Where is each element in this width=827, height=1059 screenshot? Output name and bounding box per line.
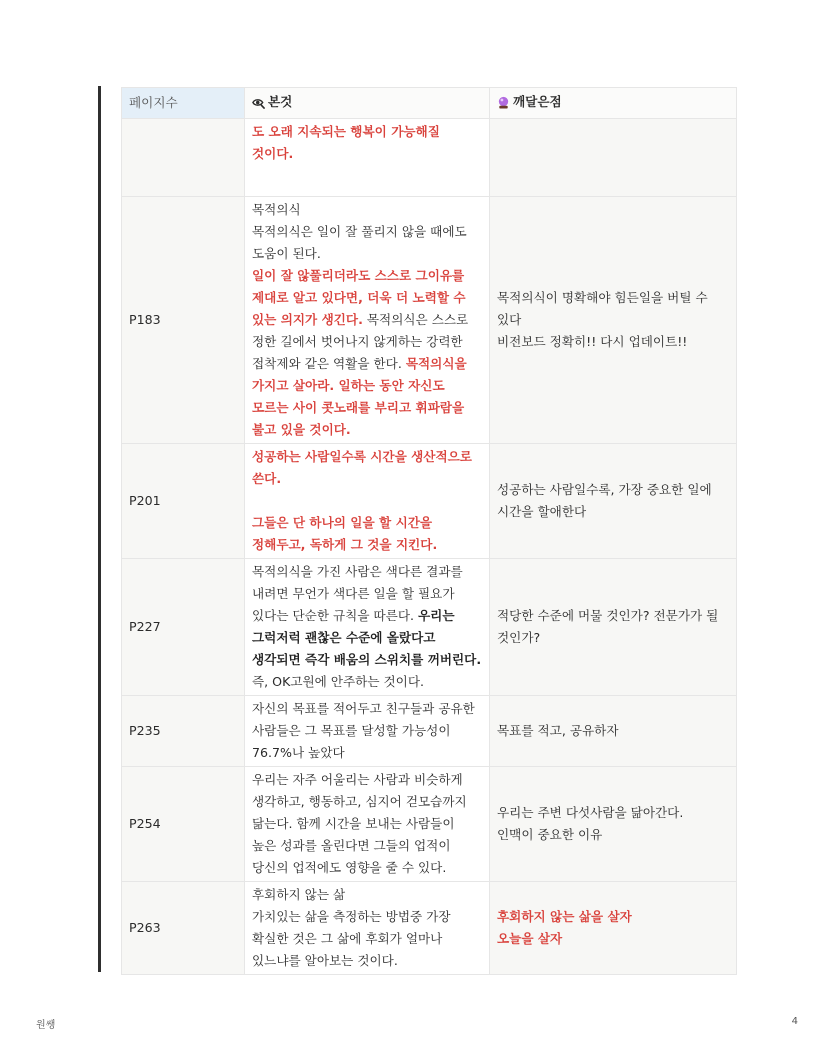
blank-line (252, 490, 482, 512)
table-row (122, 197, 737, 444)
crystal-ball-icon (497, 94, 510, 116)
insight-text: 성공하는 사람일수록, 가장 중요한 일에 시간을 할애한다 (497, 482, 712, 519)
insight-text: 비전보드 정확히!! 다시 업데이트!! (497, 334, 688, 349)
seen-cell (245, 559, 490, 696)
quote-bar (98, 86, 101, 972)
page-cell: P183 (122, 197, 245, 444)
insight-cell (490, 119, 737, 197)
table-body (122, 119, 737, 975)
seen-cell (245, 882, 490, 975)
seen-text: 즉, OK고원에 안주하는 것이다. (252, 674, 425, 689)
seen-cell (245, 696, 490, 767)
insight-cell (490, 197, 737, 444)
page-column-header[interactable] (122, 88, 245, 119)
seen-highlight-text: 일이 잘 않풀리더라도 스스로 그이유를 제대로 알고 있다면, 더욱 더 노력할 수 있는 의지가 생긴다. (252, 268, 466, 327)
reading-notes-table (121, 87, 737, 975)
eye-search-icon (252, 94, 265, 116)
page-cell: P235 (122, 696, 245, 767)
page-column-label: 페이지수 (129, 95, 178, 110)
seen-cell (245, 119, 490, 197)
insight-column-label: 깨달은점 (513, 93, 562, 109)
insight-text: 목표를 적고, 공유하자 (497, 723, 619, 738)
seen-text: 목적의식을 가진 사람은 색다른 결과를 내려면 무언가 색다른 일을 할 필요가 있다는 단순한 규칙을 따른다. (252, 564, 463, 623)
page-cell: P263 (122, 882, 245, 975)
page-cell (122, 119, 245, 197)
table-row (122, 696, 737, 767)
insight-text: 목적의식이 명확해야 힘든일을 버틸 수 있다 (497, 290, 708, 327)
seen-cell (245, 767, 490, 882)
insight-cell (490, 444, 737, 559)
page-cell: P227 (122, 559, 245, 696)
table-row (122, 444, 737, 559)
footer-author: 원쌩 (36, 1020, 56, 1031)
seen-text: 도 오래 지속되는 행복이 가능해질 것이다. (252, 124, 440, 161)
seen-text: 목적의식 (252, 202, 301, 217)
page-cell: P254 (122, 767, 245, 882)
page-cell: P201 (122, 444, 245, 559)
seen-highlight-text: 목적의식을 가지고 살아라. 일하는 동안 자신도 모르는 사이 콧노래를 부리고 휘파람을 불고 있을 것이다. (252, 356, 467, 437)
seen-text: 목적의식은 일이 잘 풀리지 않을 때에도 도움이 된다. (252, 224, 467, 261)
seen-text: 가치있는 삶을 측정하는 방법중 가장 확실한 것은 그 삶에 후회가 얼마나 있느냐를 알아보는 것이다. (252, 909, 451, 968)
seen-bold-text: 우리는 그럭저럭 괜찮은 수준에 올랐다고 생각되면 즉각 배움의 스위치를 꺼버린다. (252, 608, 482, 667)
seen-column-label: 본것 (268, 93, 293, 109)
seen-column-header[interactable] (245, 88, 490, 119)
insight-text: 인맥이 중요한 이유 (497, 827, 603, 842)
insight-highlight-text: 후회하지 않는 삶을 살자 (497, 909, 632, 924)
seen-cell (245, 197, 490, 444)
table-header-row (122, 88, 737, 119)
insight-text: 우리는 주변 다섯사람을 닮아간다. (497, 805, 684, 820)
insight-highlight-text: 오늘을 살자 (497, 931, 563, 946)
seen-text: 자신의 목표를 적어두고 친구들과 공유한 사람들은 그 목표를 달성할 가능성이 76.7%나 높았다 (252, 701, 475, 760)
seen-highlight-text: 성공하는 사람일수록 시간을 생산적으로 쓴다. (252, 449, 472, 486)
insight-cell (490, 767, 737, 882)
table-row (122, 559, 737, 696)
table-row (122, 882, 737, 975)
footer-page-number: 4 (791, 1016, 798, 1027)
seen-text: 목적의식은 스스로 정한 길에서 벗어나지 않게하는 강력한 접착제와 같은 역활을 한다. (252, 312, 469, 371)
insight-text: 적당한 수준에 머물 것인가? 전문가가 될 것인가? (497, 608, 719, 645)
seen-text: 우리는 자주 어울리는 사람과 비슷하게 생각하고, 행동하고, 심지어 걷모습까지 닮는다. 함께 시간을 보내는 사람들이 높은 성과를 올린다면 그들의 업적이 당신의 업적에도 영향을 줄 수 있다. (252, 772, 467, 875)
seen-highlight-text: 그들은 단 하나의 일을 할 시간을 정해두고, 독하게 그 것을 지킨다. (252, 515, 438, 552)
insight-column-header[interactable] (490, 88, 737, 119)
insight-cell (490, 696, 737, 767)
table-row (122, 119, 737, 197)
table-row (122, 767, 737, 882)
insight-cell (490, 559, 737, 696)
seen-text: 후회하지 않는 삶 (252, 887, 346, 902)
insight-cell (490, 882, 737, 975)
seen-cell (245, 444, 490, 559)
